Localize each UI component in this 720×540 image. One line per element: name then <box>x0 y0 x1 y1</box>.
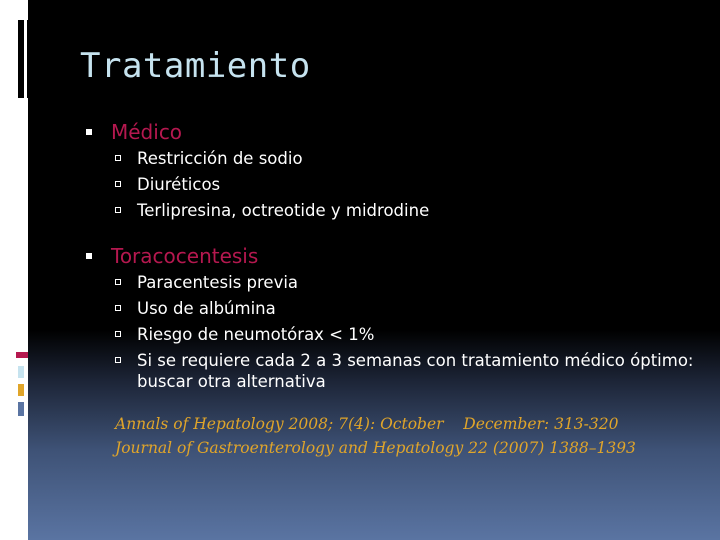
item-text: Si se requiere cada 2 a 3 semanas con tratamiento médico óptimo: buscar otra alternativa <box>137 351 694 391</box>
slide-title: Tratamiento <box>80 46 311 86</box>
list-item <box>84 350 704 392</box>
item-text: Paracentesis previa <box>137 273 299 292</box>
top-left-decoration <box>18 20 46 100</box>
hollow-square-bullet-icon <box>115 305 121 311</box>
square-bullet-icon <box>86 129 92 135</box>
item-text: Uso de albúmina <box>137 299 276 318</box>
section-gap <box>84 226 704 244</box>
slide-content <box>84 120 704 460</box>
reference-annals: Annals of Hepatology 2008; 7(4): October December: 313-320 <box>115 415 619 433</box>
heading-text: Médico <box>111 120 183 144</box>
item-text: Diuréticos <box>137 175 221 194</box>
reference-journal: Journal of Gastroenterology and Hepatology 22 (2007) 1388–1393 <box>115 439 636 457</box>
toracocentesis-items <box>84 272 704 392</box>
item-text: Riesgo de neumotórax < 1% <box>137 325 375 344</box>
item-text: Terlipresina, octreotide y midrodine <box>137 201 430 220</box>
bullet-heading-medico <box>84 120 704 144</box>
list-item <box>84 298 704 319</box>
hollow-square-bullet-icon <box>115 207 121 213</box>
heading-text: Toracocentesis <box>111 244 259 268</box>
item-text: Restricción de sodio <box>137 149 303 168</box>
square-bullet-icon <box>86 253 92 259</box>
references <box>84 412 704 460</box>
hollow-square-bullet-icon <box>115 181 121 187</box>
list-item <box>84 324 704 345</box>
list-item <box>84 272 704 293</box>
list-item <box>84 174 704 195</box>
hollow-square-bullet-icon <box>115 155 121 161</box>
hollow-square-bullet-icon <box>115 357 121 363</box>
medico-items <box>84 148 704 221</box>
bottom-left-decoration <box>16 352 30 432</box>
list-item <box>84 200 704 221</box>
hollow-square-bullet-icon <box>115 331 121 337</box>
hollow-square-bullet-icon <box>115 279 121 285</box>
bullet-heading-toracocentesis <box>84 244 704 268</box>
list-item <box>84 148 704 169</box>
